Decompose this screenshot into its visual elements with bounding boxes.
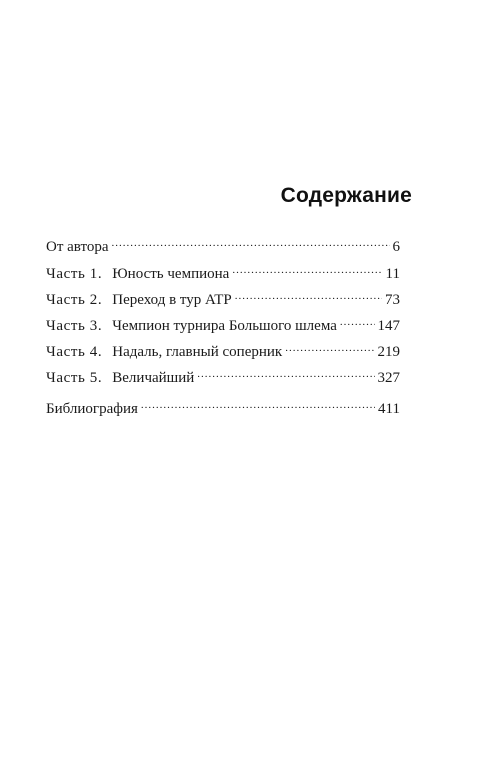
toc-entry-part-5 (46, 367, 400, 386)
toc-entry-title: Чемпион турнира Большого шлема (112, 318, 337, 334)
dot-leader (112, 236, 390, 251)
toc-part-label: Часть 3. (46, 318, 103, 334)
toc-entry-foreword (46, 236, 400, 255)
dot-leader (235, 289, 382, 304)
toc-title: Содержание (280, 184, 412, 207)
toc-entry-title: От автора (46, 239, 109, 255)
toc-entry-title: Величайший (112, 370, 195, 386)
toc-entry-page: 327 (377, 370, 400, 386)
toc-entry-part-4 (46, 341, 400, 360)
toc-entry-part-1 (46, 263, 400, 282)
toc-entry-page: 73 (385, 292, 400, 308)
toc-entry-page: 11 (385, 266, 400, 282)
toc-entry-title: Надаль, главный соперник (112, 344, 283, 360)
toc-entry-page: 147 (377, 318, 400, 334)
toc-part-label: Часть 5. (46, 370, 103, 386)
dot-leader (340, 315, 375, 330)
toc-entry-page: 411 (378, 401, 400, 417)
toc-entry-page: 219 (377, 344, 400, 360)
toc-entry-title: Юность чемпиона (112, 266, 230, 282)
dot-leader (285, 341, 374, 356)
toc-list (46, 236, 400, 417)
dot-leader (232, 263, 382, 278)
toc-entry-bibliography (46, 398, 400, 417)
toc-entry-part-3 (46, 315, 400, 334)
toc-part-label: Часть 2. (46, 292, 103, 308)
dot-leader (197, 367, 374, 382)
toc-entry-page: 6 (392, 239, 400, 255)
toc-entry-title: Переход в тур ATP (112, 292, 232, 308)
toc-entry-part-2 (46, 289, 400, 308)
toc-part-label: Часть 1. (46, 266, 103, 282)
dot-leader (141, 398, 375, 413)
toc-entry-title: Библиография (46, 401, 138, 417)
toc-part-label: Часть 4. (46, 344, 103, 360)
